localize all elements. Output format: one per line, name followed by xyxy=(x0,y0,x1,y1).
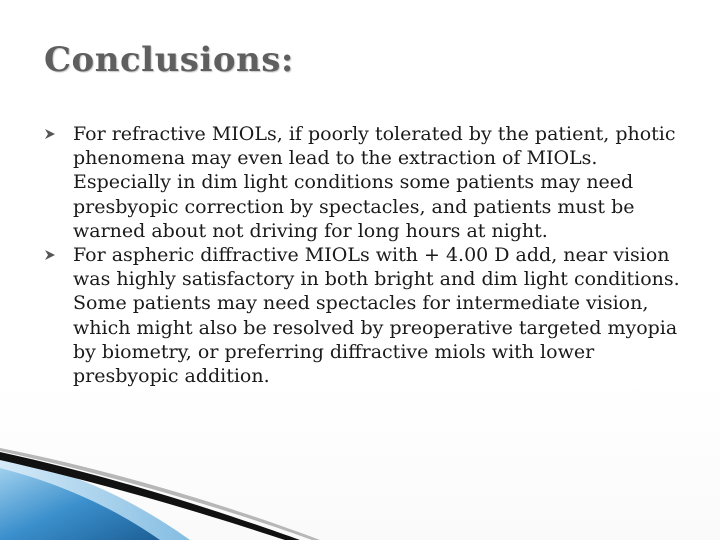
swoosh-light-layer xyxy=(0,455,190,540)
bullet-text: For aspheric diffractive MIOLs with + 4.00 D add, near vision was highly satisfactory in both bright and dim light conditions. Some patients may need spectacles for intermediate vision, which might also be resolved by preoperative targeted myopia by biometry, or preferring diffractive miols with lower presbyopic addition. xyxy=(73,244,680,388)
swoosh-highlight-line xyxy=(0,448,320,540)
bullet-item xyxy=(44,243,684,388)
arrow-bullet-icon xyxy=(44,128,56,140)
swoosh-blue-layer xyxy=(0,468,160,540)
bullet-list xyxy=(44,122,684,388)
bullet-item xyxy=(44,122,684,243)
slide-title: Conclusions: xyxy=(44,40,294,80)
arrow-bullet-icon xyxy=(44,249,56,261)
bullet-text: For refractive MIOLs, if poorly tolerated by the patient, photic phenomena may even lead to the extraction of MIOLs. Especially in dim light conditions some patients may need presbyopic correction by spectacles, and patients must be warned about not driving for long hours at night. xyxy=(73,123,676,242)
swoosh-dark-line xyxy=(0,452,300,540)
